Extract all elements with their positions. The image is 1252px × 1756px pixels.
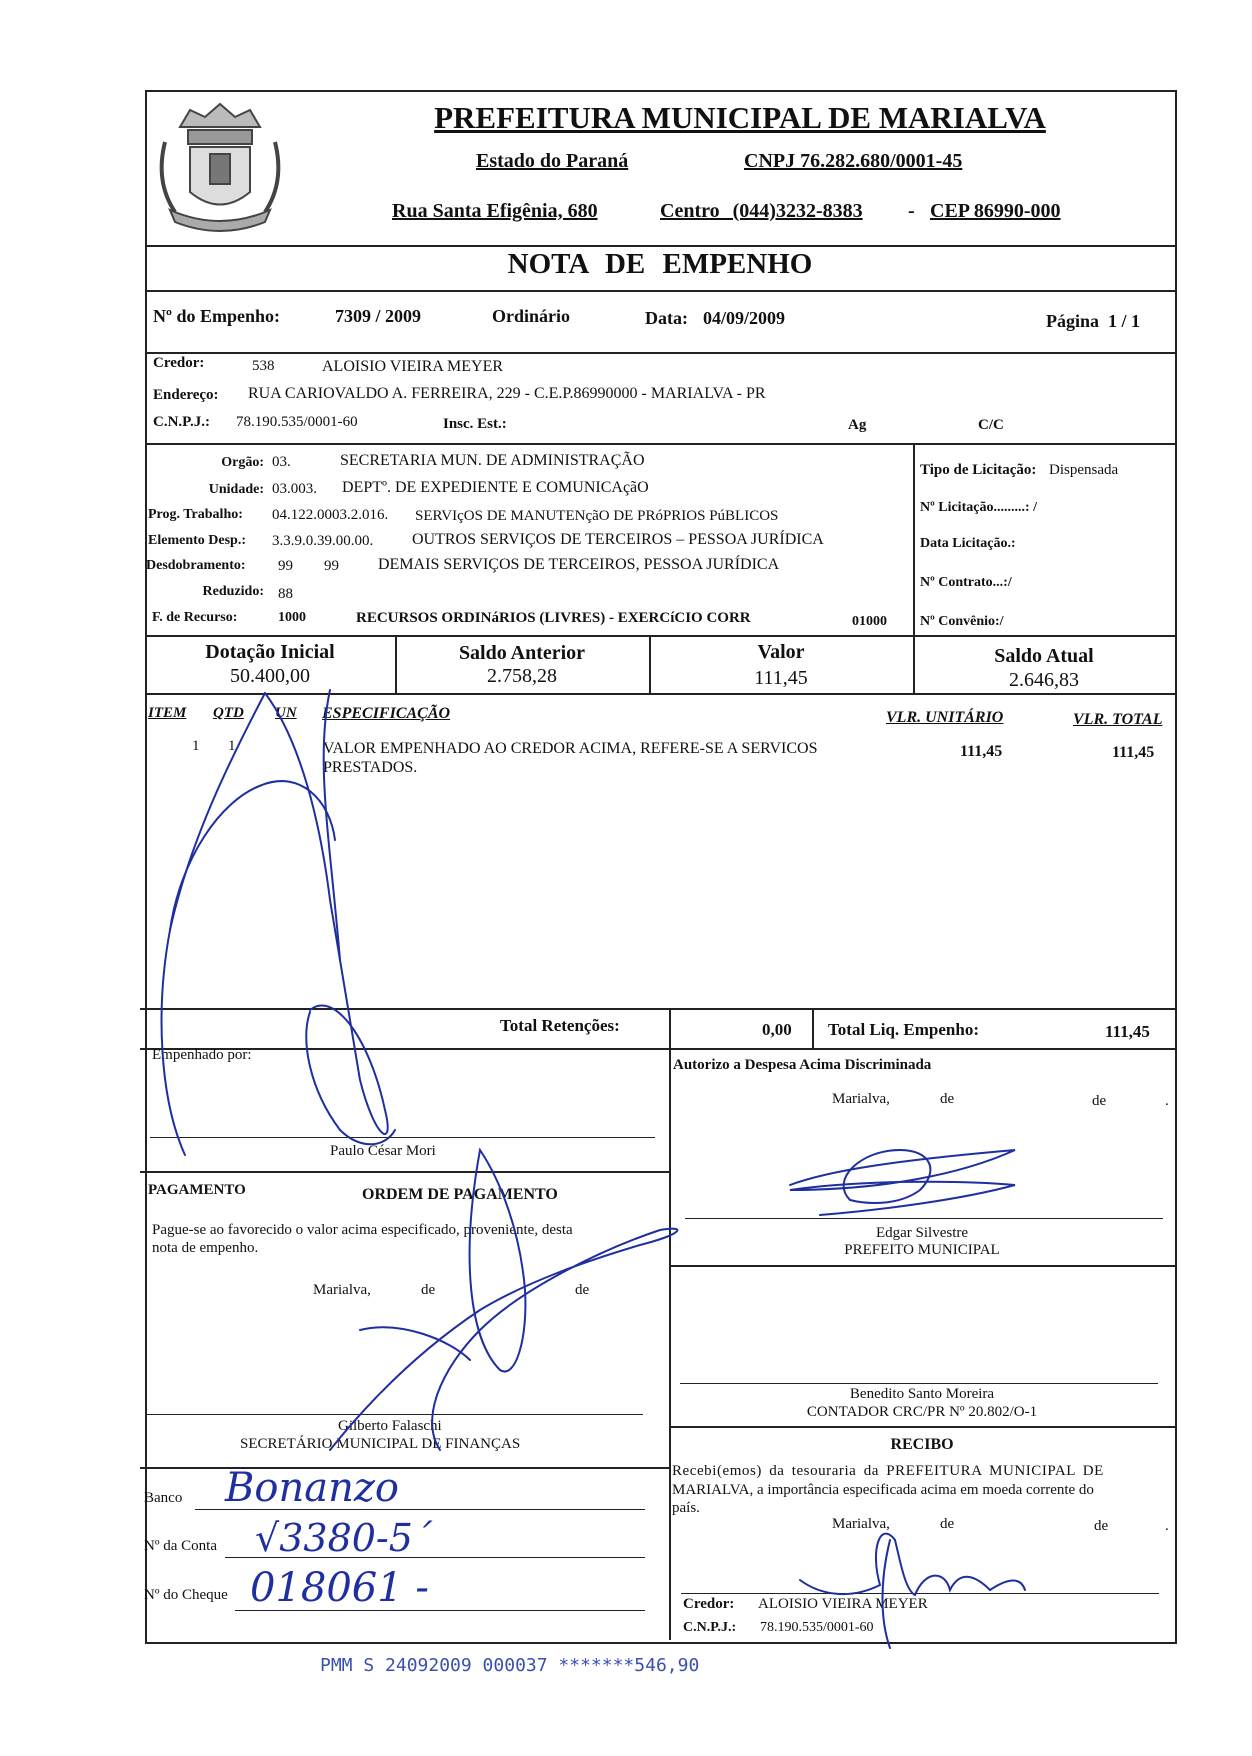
empenho-type: Ordinário [492,306,571,326]
orgao-name: SECRETARIA MUN. DE ADMINISTRAÇÃO [340,452,645,469]
unidade-code: 03.003. [272,481,317,497]
credor-cnpj-label: C.N.P.J.: [153,414,210,430]
col-header-qtd: QTD [213,705,244,721]
saldo-anterior-value: 2.758,28 [487,665,557,687]
row-vlr-total: 111,45 [1112,744,1155,761]
recibo-label: RECIBO [890,1436,954,1453]
recurso-code: 1000 [278,610,306,625]
pagamento-de-1: de [421,1282,436,1298]
col-header-un: UN [275,705,297,721]
recibo-city: Marialva, [832,1516,890,1532]
banco-field[interactable]: Bonanzo [225,1465,400,1511]
autorizo-city: Marialva, [832,1091,890,1107]
empenho-date: 04/09/2009 [703,308,786,328]
secretario-role: SECRETÁRIO MUNICIPAL DE FINANÇAS [240,1436,521,1452]
recibo-credor-label: Credor: [683,1596,735,1612]
recibo-de-1: de [940,1516,955,1532]
credor-cnpj: 78.190.535/0001-60 [236,414,358,430]
row-espec-line2: PRESTADOS. [323,759,418,776]
empenho-number: 7309 / 2009 [335,306,422,326]
total-liquido-label: Total Liq. Empenho: [828,1020,979,1039]
row-qtd: 1 [228,738,236,754]
row-espec-line1: VALOR EMPENHADO AO CREDOR ACIMA, REFERE-SE A SERVICOS [323,740,818,757]
pagamento-text-line1: Pague-se ao favorecido o valor acima especificado, proveniente, desta [152,1222,573,1238]
recibo-cnpj: 78.190.535/0001-60 [760,1620,874,1635]
contador-role: CONTADOR CRC/PR Nº 20.802/O-1 [806,1404,1038,1420]
empenhado-por-label: Empenhado por: [152,1047,252,1063]
recibo-text-line3: país. [672,1500,700,1516]
prog-label: Prog. Trabalho: [148,507,243,522]
saldo-atual-label: Saldo Atual [994,645,1094,667]
page-label: Página [1046,311,1100,331]
recibo-text-line2: MARIALVA, a importância especificada acima em moeda corrente do [672,1482,1094,1498]
header-title: PREFEITURA MUNICIPAL DE MARIALVA [434,100,1046,135]
header-street: Rua Santa Efigênia, 680 [392,200,598,222]
header-state: Estado do Paraná [476,150,629,172]
elemento-label: Elemento Desp.: [148,533,246,548]
desdobramento-name: DEMAIS SERVIÇOS DE TERCEIROS, PESSOA JURÍDICA [378,556,780,573]
bank-stamp: PMM S 24092009 000037 *******546,90 [320,1655,700,1676]
recibo-dot: . [1165,1518,1169,1534]
total-retencoes-value: 0,00 [762,1020,792,1039]
col-header-item: ITEM [148,705,187,721]
header-dash: - [908,200,915,222]
prefeito-role: PREFEITO MUNICIPAL [844,1242,1000,1258]
dotacao-inicial-label: Dotação Inicial [205,641,335,663]
elemento-name: OUTROS SERVIÇOS DE TERCEIROS – PESSOA JURÍDICA [412,531,824,548]
credor-label: Credor: [153,355,205,371]
credor-address: RUA CARIOVALDO A. FERREIRA, 229 - C.E.P.86990000 - MARIALVA - PR [248,385,766,402]
recibo-cnpj-label: C.N.P.J.: [683,1620,737,1635]
secretario-name: Gilberto Falaschi [338,1418,442,1434]
empenho-number-label: Nº do Empenho: [153,306,280,326]
unidade-label: Unidade: [208,482,264,497]
col-header-vlr-unitario: VLR. UNITÁRIO [886,709,1004,726]
reduzido-label: Reduzido: [202,584,264,599]
recurso-name: RECURSOS ORDINáRIOS (LIVRES) - EXERCíCIO CORR [356,610,751,626]
desdobramento-label: Desdobramento: [146,558,246,573]
desdobramento-code-2: 99 [324,558,339,574]
banco-label: Banco [144,1490,183,1506]
pagamento-de-2: de [575,1282,590,1298]
unidade-name: DEPTº. DE EXPEDIENTE E COMUNICAçãO [342,479,649,496]
recibo-text-line1: Recebi(emos) da tesouraria da PREFEITURA MUNICIPAL DE [672,1463,1104,1479]
desdobramento-code-1: 99 [278,558,293,574]
ag-label: Ag [848,417,867,433]
address-label: Endereço: [153,387,219,403]
header-cnpj: CNPJ 76.282.680/0001-45 [744,150,963,172]
credor-name: ALOISIO VIEIRA MEYER [322,358,504,375]
total-liquido-value: 111,45 [1105,1022,1150,1041]
recibo-credor-name: ALOISIO VIEIRA MEYER [758,1596,928,1612]
contrato-number: Nº Contrato...:/ [920,575,1012,590]
conta-label: Nº da Conta [144,1538,217,1554]
autorizo-label: Autorizo a Despesa Acima Discriminada [673,1057,932,1073]
col-header-vlr-total: VLR. TOTAL [1073,711,1163,728]
insc-est-label: Insc. Est.: [443,416,507,432]
elemento-code: 3.3.9.0.39.00.00. [272,533,374,549]
orgao-code: 03. [272,454,291,470]
convenio-number: Nº Convênio:/ [920,614,1004,629]
row-item: 1 [192,738,200,754]
cheque-field[interactable]: 018061 - [250,1565,429,1611]
page-number: 1 / 1 [1108,311,1141,331]
row-vlr-unitario: 111,45 [960,743,1003,760]
pagamento-label: PAGAMENTO [148,1182,246,1198]
autorizo-de-1: de [940,1091,955,1107]
autorizo-dot: . [1165,1093,1169,1109]
orgao-label: Orgão: [221,455,264,470]
prog-code: 04.122.0003.2.016. [272,507,389,523]
cc-label: C/C [978,417,1004,433]
dotacao-inicial-value: 50.400,00 [230,665,310,687]
recibo-de-2: de [1094,1518,1109,1534]
header-cep: CEP 86990-000 [930,200,1061,222]
prog-name: SERVIçOS DE MANUTENçãO DE PRóPRIOS PúBLICOS [415,508,779,524]
col-header-especificacao: ESPECIFICAÇÃO [322,705,451,722]
cheque-label: Nº do Cheque [144,1587,228,1603]
header-neighborhood-phone: Centro (044)3232-8383 [660,200,863,222]
reduzido-value: 88 [278,586,293,602]
pagamento-city: Marialva, [313,1282,371,1298]
autorizo-de-2: de [1092,1093,1107,1109]
tipo-licitacao-value: Dispensada [1049,462,1119,478]
recurso-number: 01000 [852,614,887,629]
saldo-anterior-label: Saldo Anterior [458,642,586,664]
pagamento-text-line2: nota de empenho. [152,1240,259,1256]
valor-label: Valor [757,641,805,663]
tipo-licitacao-label: Tipo de Licitação: [920,462,1037,478]
ordem-pagamento-label: ORDEM DE PAGAMENTO [362,1186,558,1203]
conta-field[interactable]: √3380-5´ [255,1516,432,1560]
total-retencoes-label: Total Retenções: [500,1016,620,1035]
saldo-atual-value: 2.646,83 [1009,669,1079,691]
contador-name: Benedito Santo Moreira [849,1386,995,1402]
licitacao-number: Nº Licitação.........: / [920,500,1037,515]
recurso-label: F. de Recurso: [152,610,238,625]
licitacao-date: Data Licitação.: [920,536,1016,551]
empenho-date-label: Data: [645,308,688,328]
prefeito-name: Edgar Silvestre [875,1225,969,1241]
credor-code: 538 [252,358,275,374]
document-title: NOTA DE EMPENHO [507,248,813,280]
valor-value: 111,45 [754,667,808,689]
empenhado-signer-name: Paulo César Mori [330,1143,436,1159]
